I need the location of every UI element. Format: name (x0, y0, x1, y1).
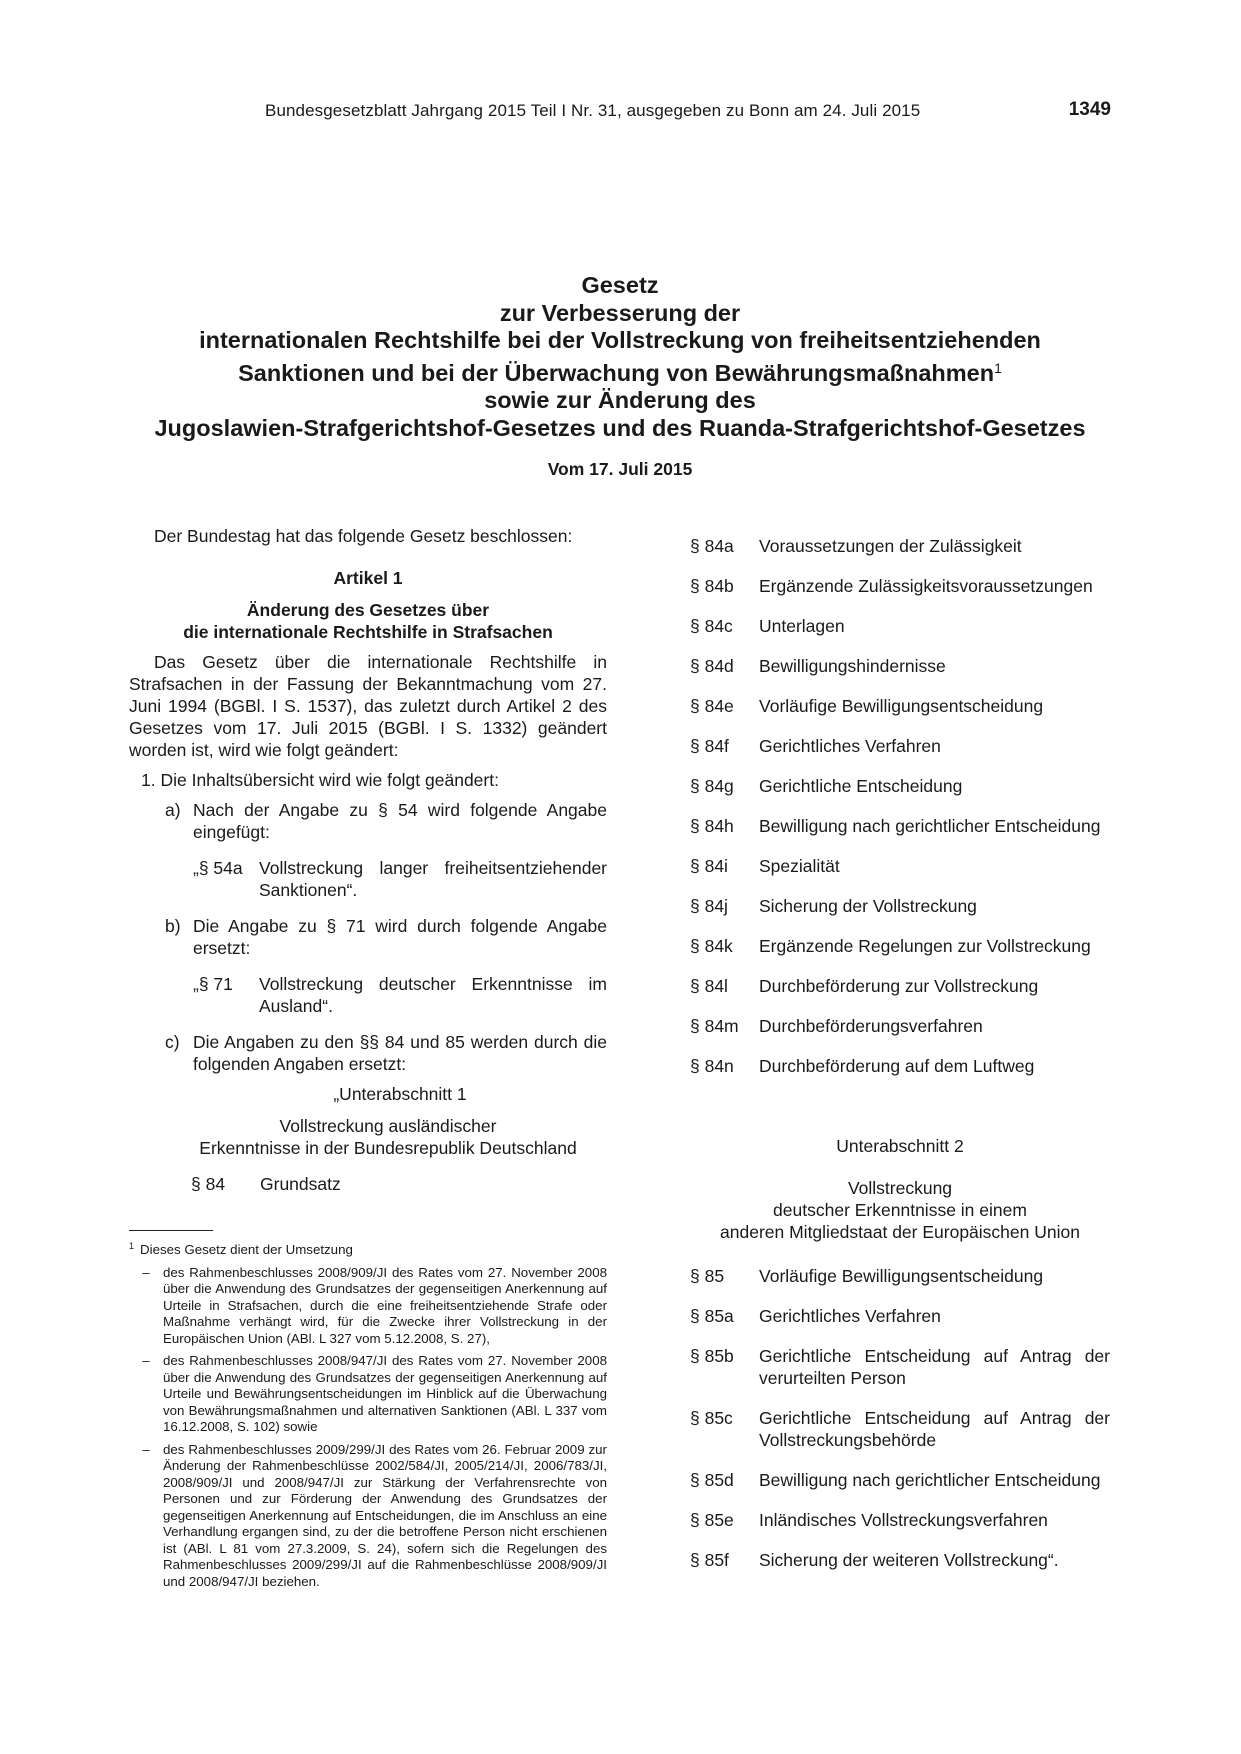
footnote-intro-text: Dieses Gesetz dient der Umsetzung (140, 1242, 353, 1257)
toc-entry (690, 815, 1110, 837)
title-line: sowie zur Änderung des (484, 387, 756, 413)
section-title: Sicherung der weiteren Vollstreckung“. (759, 1550, 1059, 1570)
section-number: § 84g (690, 776, 734, 796)
section-number: § 84f (690, 736, 729, 756)
section-title: Vorläufige Bewilligungsentscheidung (759, 696, 1044, 716)
toc-entry (690, 575, 1110, 597)
section-number: § 85c (690, 1408, 733, 1428)
preamble: Der Bundestag hat das folgende Gesetz beschlossen: (154, 526, 573, 546)
title-line: zur Verbesserung der (499, 299, 741, 326)
section-title: Inländisches Vollstreckungsverfahren (759, 1510, 1048, 1530)
section-title: Voraussetzungen der Zulässigkeit (759, 536, 1022, 556)
subsection-title: Erkenntnisse in der Bundesrepublik Deutschland (199, 1138, 577, 1158)
section-title: Durchbeförderung zur Vollstreckung (759, 976, 1039, 996)
section-number: § 85a (690, 1306, 734, 1326)
section-title: Ergänzende Regelungen zur Vollstreckung (759, 936, 1091, 956)
section-number: § 84i (690, 856, 728, 876)
footnote-item (129, 1442, 607, 1591)
toc-entry (690, 935, 1110, 957)
section-number: § 84h (690, 816, 734, 836)
title-line: Sanktionen und bei der Überwachung von Bewährungsmaßnahmen (238, 359, 995, 386)
toc-entry (690, 855, 1110, 877)
toc-list (690, 535, 1110, 1077)
section-title: Vollstreckung langer freiheitsentziehender Sanktionen“. (259, 858, 607, 900)
footnote-marker: 1 (129, 1241, 135, 1251)
item-text: Nach der Angabe zu § 54 wird folgende Angabe eingefügt: (193, 800, 607, 842)
toc-entry (690, 775, 1110, 797)
toc-entry (690, 975, 1110, 997)
section-title: Vorläufige Bewilligungsentscheidung (759, 1266, 1044, 1286)
article-heading: Artikel 1 (333, 568, 403, 588)
law-date: Vom 17. Juli 2015 (547, 459, 693, 479)
section-number: § 84b (690, 576, 734, 596)
section-number: § 84m (690, 1016, 739, 1036)
section-title: Bewilligungshindernisse (759, 656, 946, 676)
title-line: Jugoslawien-Strafgerichtshof-Gesetzes und des Ruanda-Strafgerichtshof-Gesetzes (154, 414, 1086, 441)
subsection-title: Vollstreckung ausländischer (279, 1116, 497, 1136)
section-number: „§ 54a (193, 858, 243, 878)
section-title: Gerichtliche Entscheidung auf Antrag der verurteilten Person (759, 1346, 1110, 1388)
footnote-item (129, 1265, 607, 1348)
toc-entry (690, 1345, 1110, 1389)
section-title: Vollstreckung deutscher Erkenntnisse im Ausland“. (259, 974, 607, 1016)
section-title: Bewilligung nach gerichtlicher Entscheidung (759, 1470, 1101, 1490)
footnote-item-text: des Rahmenbeschlusses 2008/947/JI des Rates vom 27. November 2008 über die Anwendung des Grundsatzes der gegenseitigen Anerkennung auf Urteile und Bewährungsentscheidungen im Hinblick auf die Überwachung von Bewährungsmaßnahmen und alternativen Sanktionen (ABl. L 337 vom 16.12.2008, S. 102) sowie (163, 1353, 607, 1434)
section-number: § 85d (690, 1470, 734, 1490)
section-title: Grundsatz (260, 1174, 341, 1194)
article-subheading: die internationale Rechtshilfe in Strafsachen (183, 622, 553, 642)
toc-entry (690, 735, 1110, 757)
subsection-title: Vollstreckung (847, 1178, 953, 1198)
toc-entry (690, 615, 1110, 637)
toc-entry (690, 1469, 1110, 1491)
section-number: § 84c (690, 616, 733, 636)
section-number: § 85b (690, 1346, 734, 1366)
section-number: § 84n (690, 1056, 734, 1076)
section-title: Spezialität (759, 856, 840, 876)
toc-entry (690, 655, 1110, 677)
dash-bullet: – (142, 1264, 150, 1280)
item-text: Die Angaben zu den §§ 84 und 85 werden durch die folgenden Angaben ersetzt: (193, 1032, 607, 1074)
section-number: § 84l (690, 976, 728, 996)
title-line: internationalen Rechtshilfe bei der Vollstreckung von freiheitsentziehenden (199, 327, 1041, 353)
toc-entry (129, 1173, 607, 1195)
toc-entry (690, 1055, 1110, 1077)
section-title: Gerichtliche Entscheidung (759, 776, 963, 796)
section-number: „§ 71 (193, 974, 233, 994)
section-title: Bewilligung nach gerichtlicher Entscheidung (759, 816, 1101, 836)
section-title: Durchbeförderungsverfahren (759, 1016, 983, 1036)
section-number: § 84e (690, 696, 734, 716)
dash-bullet: – (142, 1441, 150, 1457)
footnote-intro (129, 1238, 607, 1259)
subsection-label: Unterabschnitt 2 (836, 1136, 964, 1156)
page-number: 1349 (1068, 99, 1111, 120)
item-label: b) (165, 916, 181, 936)
toc-entry (690, 1305, 1110, 1327)
footnote-reference: 1 (994, 359, 1002, 376)
footnote-item-text: des Rahmenbeschlusses 2009/299/JI des Rates vom 26. Februar 2009 zur Änderung der Rahmenbeschlüsse 2002/584/JI, 2005/214/JI, 2006/783/JI, 2008/909/JI und 2008/947/JI zur Stärkung der Verfahrensrechte von Personen und zur Förderung der Anwendung des Grundsatzes der gegenseitigen Anerkennung auf Entscheidungen, die im Anschluss an eine Verhandlung ergangen sind, zu der die betroffene Person nicht erschienen ist (ABl. L 81 vom 27.3.2009, S. 24), sofern sich die Regelungen des Rahmenbeschlusses 2009/299/JI auf die Rahmenbeschlüsse 2008/909/JI und 2008/947/JI beziehen. (163, 1441, 607, 1589)
toc-entry (690, 535, 1110, 557)
toc-entry (690, 1407, 1110, 1451)
footnote-divider (129, 1230, 213, 1231)
section-title: Ergänzende Zulässigkeitsvoraussetzungen (759, 576, 1093, 596)
subsection-label: „Unterabschnitt 1 (333, 1084, 467, 1104)
section-number: § 84j (690, 896, 728, 916)
toc-entry (690, 1015, 1110, 1037)
section-number: § 84k (690, 936, 733, 956)
footnotes (129, 1238, 607, 1590)
section-number: § 85 (690, 1266, 725, 1286)
subsection-title: deutscher Erkenntnisse in einem (773, 1200, 1027, 1220)
title-line-with-footnote (100, 355, 1140, 388)
section-number: § 84 (191, 1174, 226, 1194)
section-number: § 84d (690, 656, 734, 676)
toc-entry (690, 1549, 1110, 1571)
law-title (100, 272, 1140, 442)
right-column (690, 535, 1110, 1571)
article-subheading: Änderung des Gesetzes über (246, 600, 490, 620)
section-title: Gerichtliches Verfahren (759, 1306, 941, 1326)
footnote-item-text: des Rahmenbeschlusses 2008/909/JI des Rates vom 27. November 2008 über die Anwendung des Grundsatzes der gegenseitigen Anerkennung auf Urteile in Strafsachen, durch die eine freiheitsentziehende Strafe oder Maßnahme verhängt wird, für die Zwecke ihrer Vollstreckung in der Europäischen Union (ABl. L 327 vom 5.12.2008, S. 27), (163, 1264, 607, 1346)
subsection-title: anderen Mitgliedstaat der Europäischen Union (720, 1222, 1080, 1242)
left-column (129, 525, 607, 1195)
list-item-c (129, 1031, 607, 1075)
item-text: Die Angabe zu § 71 wird durch folgende Angabe ersetzt: (193, 916, 607, 958)
toc-entry (690, 1265, 1110, 1287)
article-intro: Das Gesetz über die internationale Rechtshilfe in Strafsachen in der Fassung der Bekanntmachung vom 27. Juni 1994 (BGBl. I S. 1537), das zuletzt durch Artikel 2 des Gesetzes vom 17. Juli 2015 (BGBl. I S. 1332) geändert worden ist, wird wie folgt geändert: (129, 652, 607, 760)
section-title: Gerichtliche Entscheidung auf Antrag der Vollstreckungsbehörde (759, 1408, 1110, 1450)
list-item-b (129, 915, 607, 959)
list-item-a (129, 799, 607, 843)
section-title: Sicherung der Vollstreckung (759, 896, 977, 916)
quoted-entry (129, 857, 607, 901)
section-title: Unterlagen (759, 616, 845, 636)
dash-bullet: – (142, 1353, 150, 1368)
toc-entry (690, 895, 1110, 917)
quoted-entry (129, 973, 607, 1017)
toc-entry (690, 1509, 1110, 1531)
title-line: Gesetz (581, 272, 659, 298)
footnote-item (129, 1353, 607, 1436)
list-item: 1. Die Inhaltsübersicht wird wie folgt geändert: (141, 770, 499, 790)
item-label: c) (165, 1032, 180, 1052)
section-title: Durchbeförderung auf dem Luftweg (759, 1056, 1035, 1076)
section-title: Gerichtliches Verfahren (759, 736, 941, 756)
section-number: § 85f (690, 1550, 729, 1570)
section-number: § 84a (690, 536, 734, 556)
toc-entry (690, 695, 1110, 717)
item-label: a) (165, 800, 181, 820)
section-number: § 85e (690, 1510, 734, 1530)
running-header: Bundesgesetzblatt Jahrgang 2015 Teil I Nr. 31, ausgegeben zu Bonn am 24. Juli 2015 (265, 101, 921, 120)
toc-list (690, 1265, 1110, 1571)
